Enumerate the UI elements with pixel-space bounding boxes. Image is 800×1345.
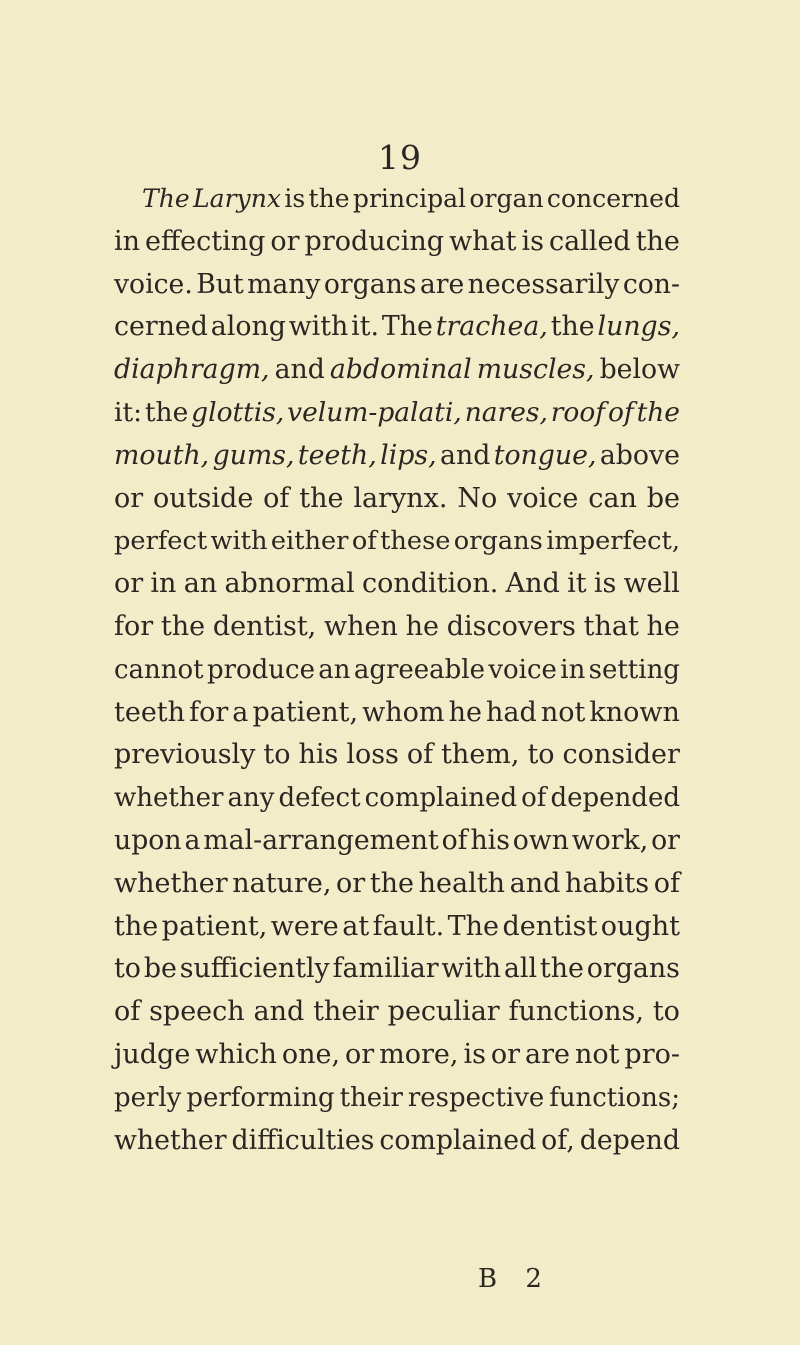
word: mal-arrangement (203, 824, 439, 856)
word: The (447, 910, 500, 942)
word: are (525, 1038, 571, 1070)
word: glottis, (191, 396, 285, 428)
body-text (114, 178, 680, 1162)
word: and (274, 354, 325, 386)
word: voice (488, 654, 557, 685)
word: when (324, 610, 398, 642)
word: No (457, 482, 498, 514)
word: produce (206, 654, 315, 685)
word: tongue, (493, 439, 597, 471)
text-line (114, 306, 680, 349)
word: defect (278, 783, 361, 814)
word: is (521, 225, 544, 257)
word: pro- (624, 1038, 680, 1070)
text-line (114, 1034, 680, 1077)
text-line (114, 221, 680, 264)
word: of (114, 996, 141, 1028)
word: his (470, 824, 510, 856)
word: diaphragm, (114, 354, 270, 386)
word: nares, (464, 396, 548, 428)
word: below (599, 354, 680, 386)
word: voice (507, 482, 579, 514)
word: well (623, 568, 680, 600)
word: is (463, 1038, 486, 1070)
word: principal (352, 184, 467, 213)
word: organ (469, 184, 544, 213)
word: or (270, 225, 300, 257)
word: are (419, 268, 465, 300)
word: the (550, 311, 595, 343)
word: depended (550, 783, 680, 814)
word: the (114, 910, 159, 942)
text-line (114, 1120, 680, 1163)
word: abdominal (329, 354, 472, 386)
text-line (114, 563, 680, 606)
word: sufficiently (179, 953, 330, 985)
word: their (339, 1082, 403, 1113)
word: called (548, 225, 631, 257)
word: condition. (361, 568, 499, 600)
word: abnormal (224, 568, 355, 600)
word: The (381, 311, 433, 343)
word: dentist (502, 910, 598, 942)
text-line (114, 820, 680, 863)
word: or (336, 867, 366, 899)
word: many (247, 268, 321, 300)
word: of (263, 482, 290, 514)
word: or (651, 824, 680, 856)
word: respective (407, 1082, 545, 1113)
word: cannot (114, 654, 204, 685)
word: to (263, 739, 291, 771)
word: outside (153, 482, 254, 514)
text-line (114, 948, 680, 991)
word: it: (114, 396, 143, 428)
text-line (114, 692, 680, 735)
word: judge (114, 1038, 191, 1070)
word: whether (114, 783, 224, 814)
text-line (114, 392, 680, 435)
word: all (503, 953, 538, 985)
word: or (490, 1038, 521, 1070)
word: he (405, 610, 439, 642)
word: own (512, 824, 569, 856)
word: speech (149, 996, 245, 1028)
word: to (114, 953, 141, 985)
word: concerned (546, 184, 680, 213)
text-line (114, 606, 680, 649)
word: producing (304, 225, 445, 257)
word: either (270, 526, 349, 557)
word: can (588, 482, 637, 514)
word: fault. (372, 910, 445, 942)
word: with (288, 311, 349, 343)
word: mouth, (114, 439, 210, 471)
word: to (527, 739, 555, 771)
text-line (114, 349, 680, 392)
word: upon (114, 824, 182, 856)
word: the (635, 225, 680, 257)
word: these (380, 526, 451, 557)
word: effecting (145, 225, 266, 257)
word: with (210, 526, 268, 557)
word: in (114, 225, 141, 257)
word: performing (186, 1082, 335, 1113)
word: for (189, 696, 229, 728)
signature-mark: B 2 (478, 1264, 552, 1294)
text-line (114, 863, 680, 906)
text-line (114, 734, 680, 777)
word: lips, (380, 439, 437, 471)
word: loss (346, 739, 399, 771)
word: along (210, 311, 286, 343)
text-line (114, 991, 680, 1034)
word: the (160, 610, 206, 642)
word: necessarily (467, 268, 620, 300)
word: larynx. (353, 482, 448, 514)
word: and (253, 996, 305, 1028)
word: be (143, 953, 177, 985)
word: whom (362, 696, 445, 728)
word: Larynx (193, 184, 281, 213)
word: one, (281, 1038, 341, 1070)
word: them, (441, 739, 520, 771)
text-line (114, 1077, 680, 1120)
word: agreeable (353, 654, 485, 685)
word: of (406, 739, 434, 771)
word: organs (323, 268, 417, 300)
word: difficulties (231, 1124, 375, 1156)
word: of, (541, 1124, 575, 1156)
word: what (449, 225, 517, 257)
word: organs (586, 953, 680, 985)
word: complained (379, 1124, 537, 1156)
word: in (560, 654, 586, 685)
word: But (196, 268, 244, 300)
word: with (441, 953, 502, 985)
word: the (636, 396, 680, 428)
word: had (486, 696, 537, 728)
page-number: 19 (378, 138, 422, 177)
word: discovers (446, 610, 576, 642)
word: previously (114, 739, 256, 771)
word: a (184, 824, 201, 856)
word: of (653, 867, 680, 899)
word: the (539, 953, 584, 985)
word: an (318, 654, 351, 685)
word: whether (114, 867, 228, 899)
word: which (195, 1038, 277, 1070)
word: consider (562, 739, 680, 771)
word: it (567, 568, 587, 600)
word: known (589, 696, 680, 728)
word: to (652, 996, 680, 1028)
word: voice. (114, 268, 193, 300)
word: an (183, 568, 218, 600)
word: imperfect, (546, 526, 680, 557)
word: is (593, 568, 617, 600)
word: and (509, 867, 561, 899)
word: more, (379, 1038, 459, 1070)
word: gums, (212, 439, 295, 471)
word: con- (622, 268, 680, 300)
word: complained (364, 783, 518, 814)
word: he (448, 696, 482, 728)
word: that (583, 610, 639, 642)
word: were (270, 910, 339, 942)
word: nature, (232, 867, 332, 899)
word: trachea, (435, 311, 548, 343)
word: for (114, 610, 154, 642)
word: of (521, 783, 547, 814)
text-line (114, 435, 680, 478)
word: above (599, 439, 680, 471)
word: the (369, 867, 415, 899)
word: health (418, 867, 505, 899)
word: patient, (161, 910, 268, 942)
word: his (298, 739, 339, 771)
word: a (232, 696, 249, 728)
word: The (142, 184, 190, 213)
word: ought (600, 910, 680, 942)
word: of (351, 526, 377, 557)
word: or (345, 1038, 375, 1070)
text-line (114, 649, 680, 692)
word: or (114, 568, 144, 600)
word: the (308, 184, 350, 213)
word: of (441, 824, 468, 856)
word: at (342, 910, 370, 942)
word: is (284, 184, 306, 213)
word: familiar (332, 953, 439, 985)
word: lungs, (597, 311, 680, 343)
word: or (114, 482, 144, 514)
word: their (313, 996, 379, 1028)
word: peculiar (387, 996, 500, 1028)
word: whether (114, 1124, 227, 1156)
word: teeth (114, 696, 186, 728)
word: dentist, (212, 610, 317, 642)
word: depend (579, 1124, 680, 1156)
word: muscles, (476, 354, 595, 386)
text-line (114, 478, 680, 521)
text-line (114, 906, 680, 949)
word: functions; (549, 1082, 680, 1113)
word: perfect (114, 526, 208, 557)
word: the (299, 482, 344, 514)
word: not (574, 1038, 620, 1070)
word: patient, (252, 696, 359, 728)
word: the (144, 396, 189, 428)
word: cerned (114, 311, 208, 343)
word: be (646, 482, 680, 514)
word: organs (453, 526, 543, 557)
word: not (540, 696, 586, 728)
word: velum-palati, (287, 396, 462, 428)
word: and (440, 439, 491, 471)
word: in (150, 568, 177, 600)
word: perly (114, 1082, 182, 1113)
word: of (607, 396, 634, 428)
word: functions, (508, 996, 644, 1028)
word: habits (564, 867, 650, 899)
word: any (227, 783, 275, 814)
text-line (114, 520, 680, 563)
word: roof (550, 396, 606, 428)
word: it. (351, 311, 379, 343)
word: teeth, (297, 439, 377, 471)
word: work, (571, 824, 649, 856)
text-line (114, 264, 680, 307)
word: he (646, 610, 680, 642)
word: And (505, 568, 560, 600)
text-line (114, 777, 680, 820)
word: setting (588, 654, 680, 685)
text-line (114, 178, 680, 221)
